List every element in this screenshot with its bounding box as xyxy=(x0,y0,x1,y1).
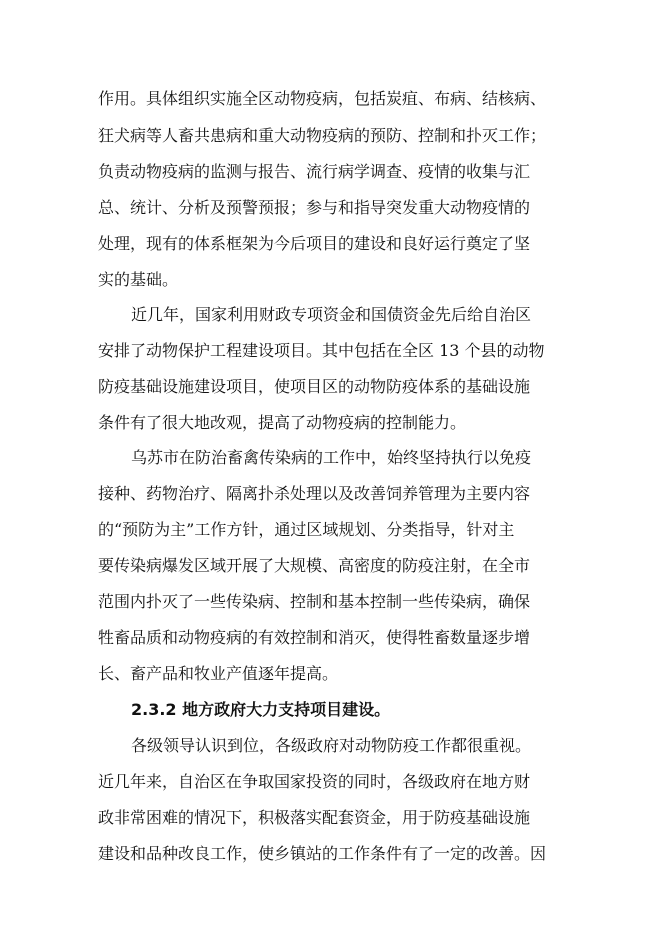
paragraph-3-line-7: 长、畜产品和牧业产值逐年提高。 xyxy=(98,664,339,683)
paragraph-2-line-2: 安排了动物保护工程建设项目。其中包括在全区 13 个县的动物 xyxy=(98,341,545,360)
paragraph-2-line-4: 条件有了很大地改观，提高了动物疫病的控制能力。 xyxy=(98,413,467,432)
paragraph-1-line-4: 总、统计、分析及预警预报；参与和指导突发重大动物疫情的 xyxy=(98,198,531,217)
paragraph-3-line-1: 乌苏市在防治畜禽传染病的工作中，始终坚持执行以免疫 xyxy=(131,448,532,467)
paragraph-1-line-1: 作用。具体组织实施全区动物疫病，包括炭疽、布病、结核病、 xyxy=(98,89,547,108)
paragraph-1-line-5: 处理，现有的体系框架为今后项目的建设和良好运行奠定了坚 xyxy=(98,234,531,253)
paragraph-3-line-2: 接种、药物治疗、隔离扑杀处理以及改善饲养管理为主要内容 xyxy=(98,484,531,503)
paragraph-2-line-1: 近几年，国家利用财政专项资金和国债资金先后给自治区 xyxy=(131,305,532,324)
paragraph-3-line-3: 的“预防为主”工作方针，通过区域规划、分类指导，针对主 xyxy=(98,520,515,539)
paragraph-3-line-4: 要传染病爆发区域开展了大规模、高密度的防疫注射，在全市 xyxy=(98,556,531,575)
paragraph-2-line-3: 防疫基础设施建设项目，使项目区的动物防疫体系的基础设施 xyxy=(98,377,531,396)
paragraph-1-line-6: 实的基础。 xyxy=(98,270,179,289)
paragraph-4-line-2: 近几年来，自治区在争取国家投资的同时，各级政府在地方财 xyxy=(98,772,531,791)
paragraph-3-line-5: 范围内扑灭了一些传染病、控制和基本控制一些传染病，确保 xyxy=(98,592,531,611)
paragraph-4-line-3: 政非常困难的情况下，积极落实配套资金，用于防疫基础设施 xyxy=(98,808,531,827)
paragraph-1-line-3: 负责动物疫病的监测与报告、流行病学调查、疫情的收集与汇 xyxy=(98,162,531,181)
paragraph-3-line-6: 牲畜品质和动物疫病的有效控制和消灭，使得牲畜数量逐步增 xyxy=(98,628,531,647)
paragraph-4-line-1: 各级领导认识到位，各级政府对动物防疫工作都很重视。 xyxy=(131,736,532,755)
paragraph-4-line-4: 建设和品种改良工作，使乡镇站的工作条件有了一定的改善。因 xyxy=(98,844,547,863)
paragraph-1-line-2: 狂犬病等人畜共患病和重大动物疫病的预防、控制和扑灭工作； xyxy=(98,126,547,145)
section-heading: 2.3.2 地方政府大力支持项目建设。 xyxy=(131,700,391,719)
